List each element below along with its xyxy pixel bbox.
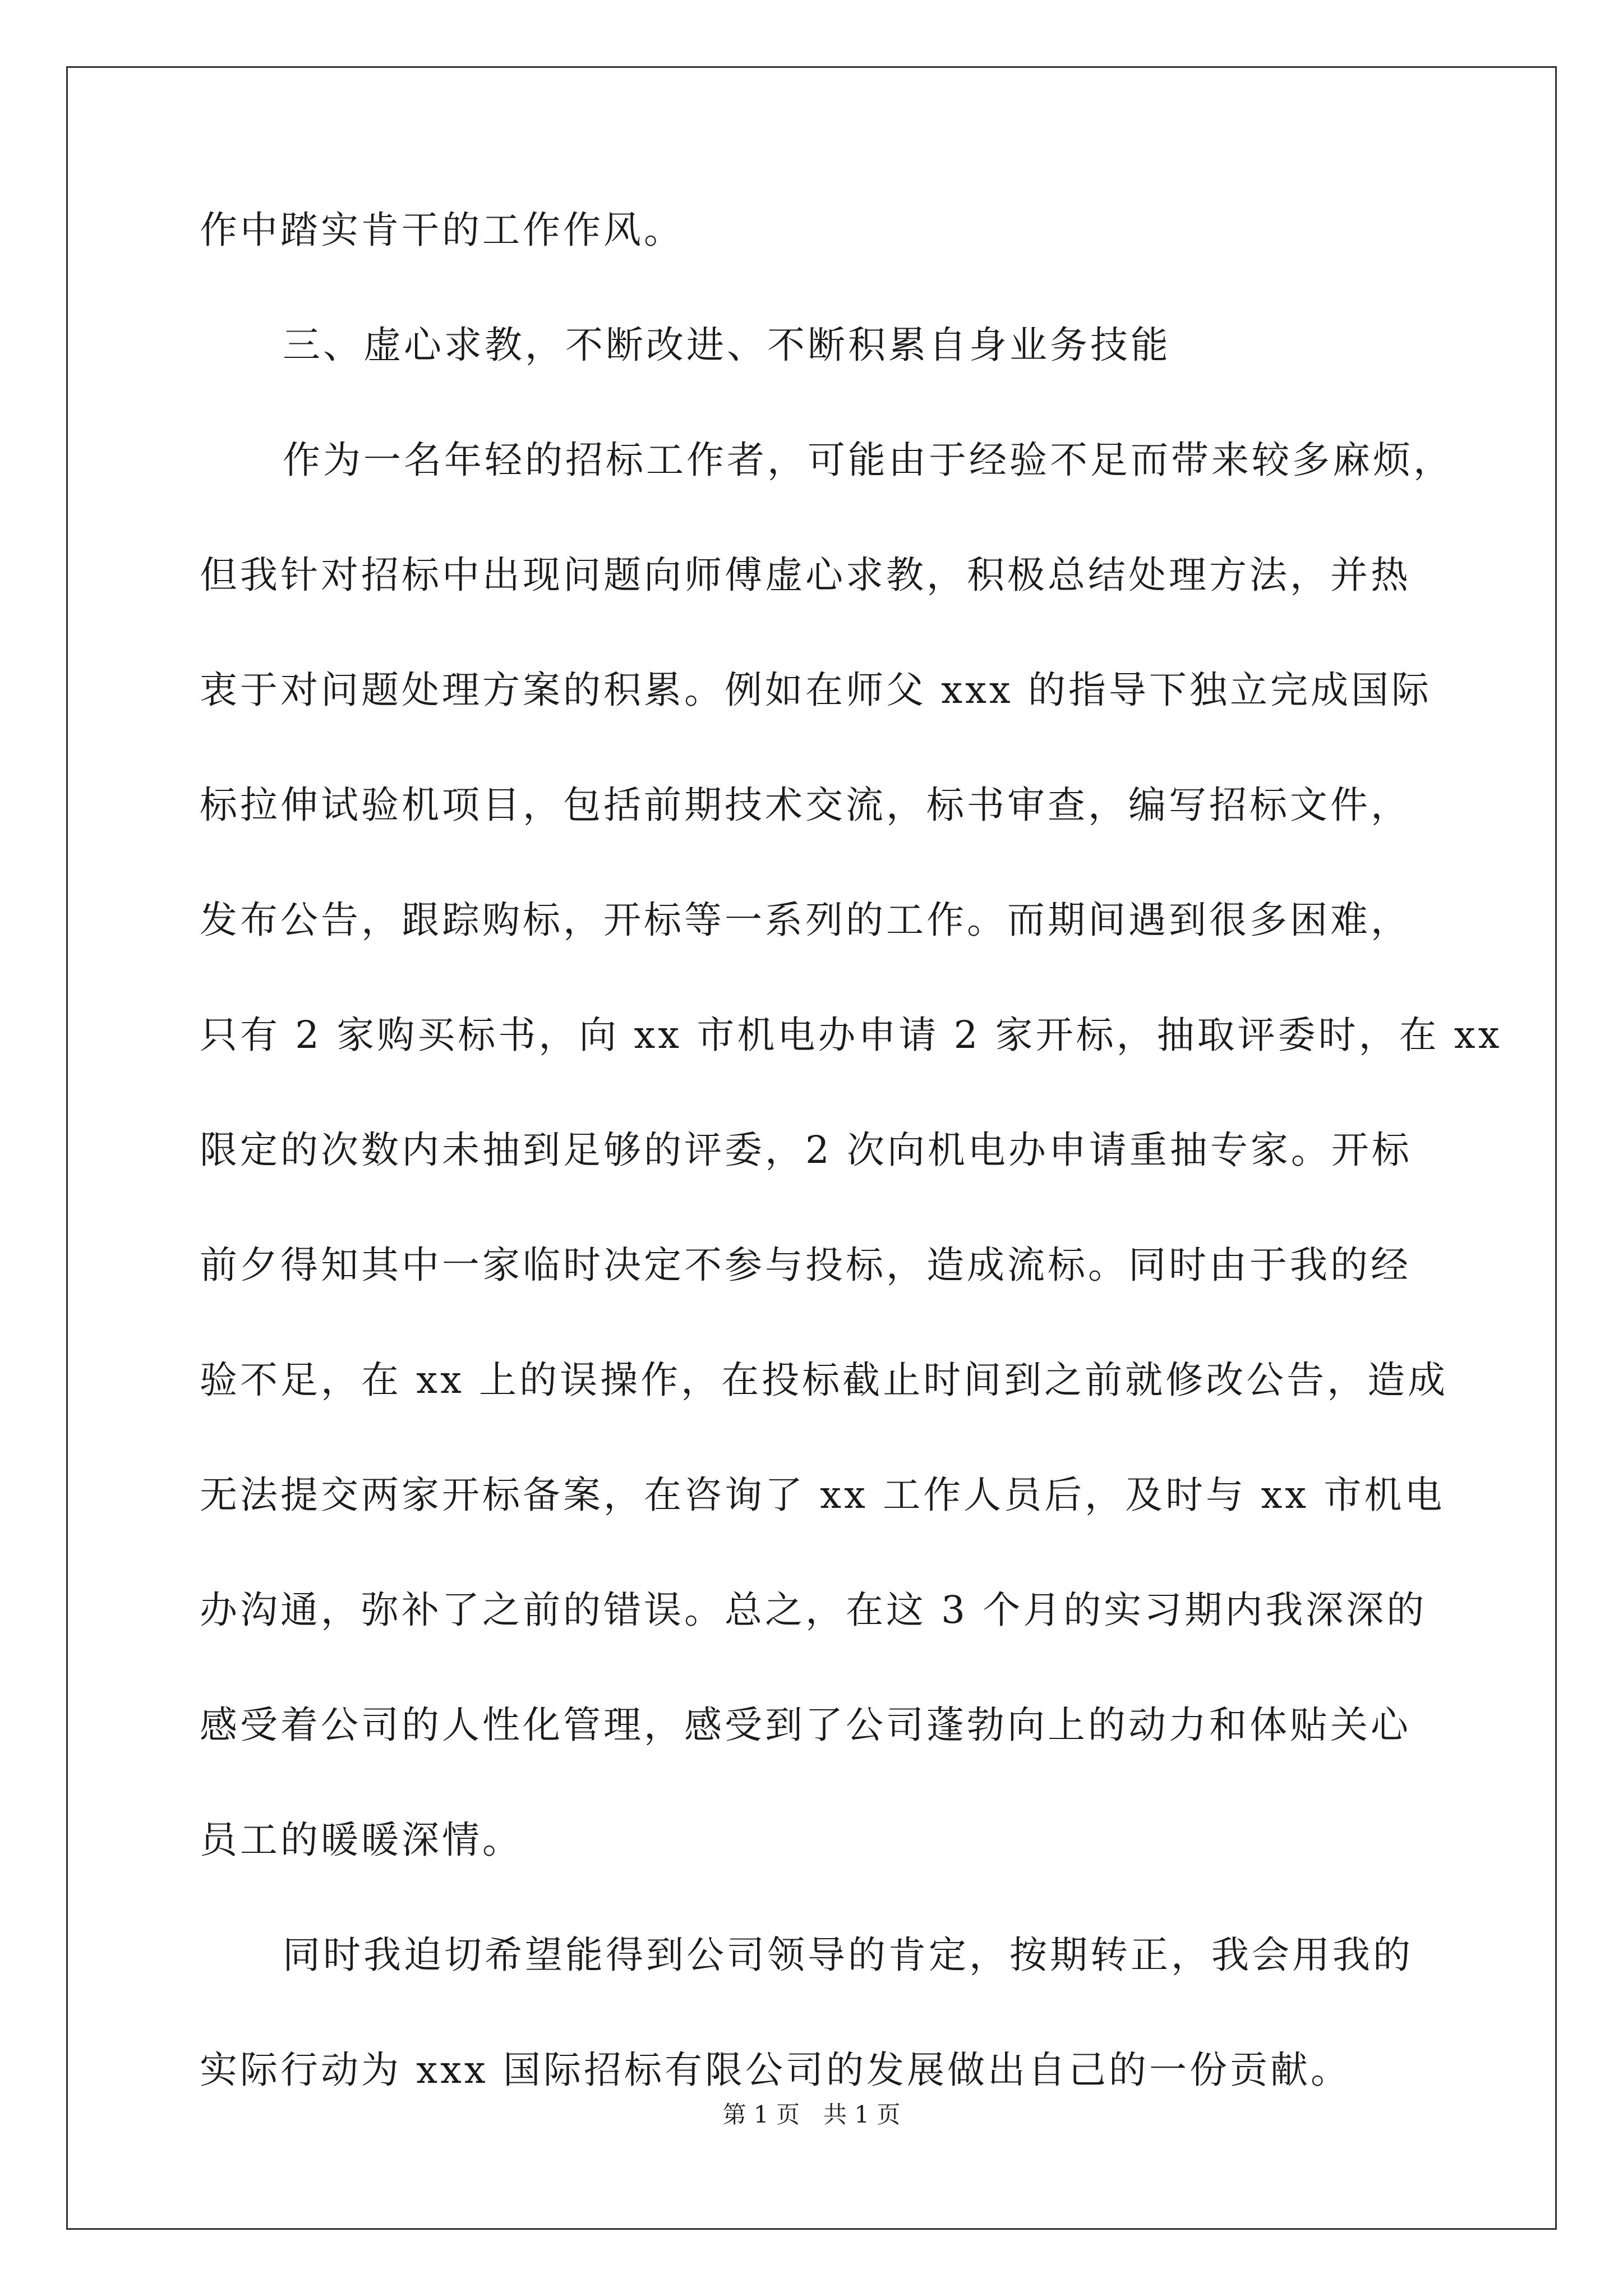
text-line: 但我针对招标中出现问题向师傅虚心求教，积极总结处理方法，并热 (200, 553, 1411, 597)
text-line: 只有 2 家购买标书，向 xx 市机电办申请 2 家开标，抽取评委时，在 xx (200, 1013, 1502, 1057)
text-line: 前夕得知其中一家临时决定不参与投标，造成流标。同时由于我的经 (200, 1243, 1411, 1287)
text-line: 作中踏实肯干的工作作风。 (200, 208, 684, 252)
text-line: 限定的次数内未抽到足够的评委，2 次向机电办申请重抽专家。开标 (200, 1128, 1412, 1172)
section-heading: 三、虚心求教，不断改进、不断积累自身业务技能 (283, 323, 1171, 367)
text-line: 员工的暖暖深情。 (200, 1818, 523, 1862)
text-line: 办沟通，弥补了之前的错误。总之，在这 3 个月的实习期内我深深的 (200, 1588, 1427, 1632)
text-line: 实际行动为 xxx 国际招标有限公司的发展做出自己的一份贡献。 (200, 2048, 1351, 2092)
text-line: 无法提交两家开标备案，在咨询了 xx 工作人员后，及时与 xx 市机电 (200, 1473, 1445, 1517)
text-line: 验不足，在 xx 上的误操作，在投标截止时间到之前就修改公告，造成 (200, 1358, 1449, 1402)
text-line: 作为一名年轻的招标工作者，可能由于经验不足而带来较多麻烦， (283, 438, 1454, 482)
text-line: 同时我迫切希望能得到公司领导的肯定，按期转正，我会用我的 (283, 1933, 1413, 1977)
text-line: 发布公告，跟踪购标，开标等一系列的工作。而期间遇到很多困难， (200, 898, 1411, 942)
text-line: 标拉伸试验机项目，包括前期技术交流，标书审查，编写招标文件， (200, 783, 1411, 827)
page-number-footer: 第 1 页 共 1 页 (722, 2101, 901, 2128)
text-line: 衷于对问题处理方案的积累。例如在师父 xxx 的指导下独立完成国际 (200, 668, 1432, 712)
text-line: 感受着公司的人性化管理，感受到了公司蓬勃向上的动力和体贴关心 (200, 1703, 1411, 1747)
